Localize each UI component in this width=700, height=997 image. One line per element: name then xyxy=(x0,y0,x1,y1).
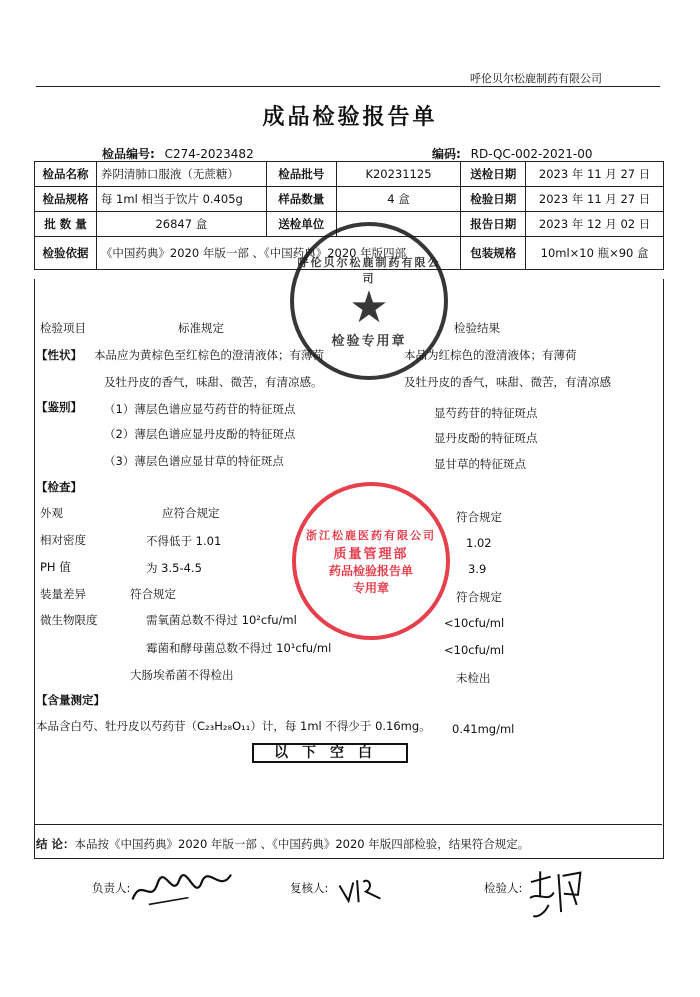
black-stamp-center-text: 检验专用章 xyxy=(331,333,407,349)
basis-value: 《中国药典》2020 年版一部 、《中国药典》2020 年版四部 xyxy=(96,237,460,270)
column-item: 检验项目 xyxy=(40,321,86,335)
identification-result-1: 显芍药苷的特征斑点 xyxy=(434,406,538,420)
column-standard: 标准规定 xyxy=(178,321,224,335)
inspection-standard-6: 霉菌和酵母菌总数不得过 10¹cfu/ml xyxy=(146,641,332,655)
black-inspection-stamp xyxy=(290,222,448,380)
inspection-item-4: 装量差异 xyxy=(40,587,86,601)
sample-number xyxy=(102,145,254,162)
batch-no-value: K20231125 xyxy=(336,162,461,187)
identification-standard-3: （3）薄层色谱应显甘草的特征斑点 xyxy=(104,454,284,468)
company-name: 呼伦贝尔松鹿制药有限公司 xyxy=(470,72,602,85)
responsible-signature xyxy=(127,864,240,918)
report-date-value: 2023 年 12 月 02 日 xyxy=(526,212,664,237)
character-label: 【性状】 xyxy=(36,348,82,362)
inspection-standard-3: 为 3.5-4.5 xyxy=(146,561,202,575)
product-name-label: 检品名称 xyxy=(35,162,97,187)
assay-result: 0.41mg/ml xyxy=(452,722,515,736)
inspection-result-7: 未检出 xyxy=(456,671,491,685)
page-title: 成品检验报告单 xyxy=(262,105,438,130)
sample-qty-label: 样品数量 xyxy=(266,187,336,212)
batch-no-label: 检品批号 xyxy=(266,162,336,187)
inspection-result-6: <10cfu/ml xyxy=(444,643,505,657)
test-date-value: 2023 年 11 月 27 日 xyxy=(526,187,664,212)
inspection-standard-7: 大肠埃希菌不得检出 xyxy=(130,668,234,682)
identification-result-3: 显甘草的特征斑点 xyxy=(434,457,526,471)
inspection-result-5: <10cfu/ml xyxy=(444,616,505,630)
identification-result-2: 显丹皮酚的特征斑点 xyxy=(434,431,538,445)
red-stamp-center-1: 质量管理部 xyxy=(333,546,409,562)
identification-label: 【鉴别】 xyxy=(36,400,82,414)
inspection-item-5: 微生物限度 xyxy=(40,613,98,627)
spec-value: 每 1ml 相当于饮片 0.405g xyxy=(96,187,266,212)
end-blank-mark: 以下空白 xyxy=(252,743,408,763)
star-icon: ★ xyxy=(349,281,389,333)
conclusion-text: 本品按《中国药典》2020 年版一部 、《中国药典》2020 年版四部检验，结果符合规定。 xyxy=(74,837,530,851)
inspector-signature xyxy=(524,864,598,929)
inspection-result-3: 3.9 xyxy=(468,562,487,576)
assay-standard: 本品含白芍、牡丹皮以芍药苷（C₂₃H₂₈O₁₁）计，每 1ml 不得少于 0.16mg。 xyxy=(36,719,431,733)
test-date-label: 检验日期 xyxy=(461,187,526,212)
inspection-result-1: 符合规定 xyxy=(456,510,502,524)
red-quality-stamp xyxy=(292,482,450,640)
assay-label: 【含量测定】 xyxy=(36,693,105,707)
red-stamp-center-3: 专用章 xyxy=(352,580,389,595)
inspection-standard-5: 需氧菌总数不得过 10²cfu/ml xyxy=(146,613,297,627)
batch-qty-label: 批 数 量 xyxy=(35,212,97,237)
character-result-2: 及牡丹皮的香气，味甜、微苦，有清凉感 xyxy=(404,375,611,389)
basis-label: 检验依据 xyxy=(35,237,97,270)
product-name-value: 养阴清肺口服液（无蔗糖） xyxy=(96,162,266,187)
inspector-label: 检验人: xyxy=(484,881,523,895)
identification-standard-1: （1）薄层色谱应显芍药苷的特征斑点 xyxy=(104,402,296,416)
character-standard-2: 及牡丹皮的香气，味甜、微苦，有清凉感。 xyxy=(104,375,323,389)
inspection-label: 【检查】 xyxy=(36,480,82,494)
sample-qty-value: 4 盒 xyxy=(336,187,461,212)
inspection-item-1: 外观 xyxy=(40,506,63,520)
pack-label: 包装规格 xyxy=(461,237,526,270)
document-code-label: 编码: xyxy=(432,147,461,161)
inspection-standard-4: 符合规定 xyxy=(130,587,176,601)
send-date-label: 送检日期 xyxy=(461,162,526,187)
inspection-standard-2: 不得低于 1.01 xyxy=(146,534,222,548)
spec-label: 检品规格 xyxy=(35,187,97,212)
character-result-1: 本品为红棕色的澄清液体；有薄荷 xyxy=(404,348,577,362)
inspection-standard-1: 应符合规定 xyxy=(162,506,220,520)
batch-qty-value: 26847 盒 xyxy=(96,212,266,237)
sender-label: 送检单位 xyxy=(266,212,336,237)
reviewer-label: 复核人: xyxy=(290,881,329,895)
inspection-result-2: 1.02 xyxy=(466,536,492,550)
black-stamp-ring-text: 呼伦贝尔松鹿制药有限公司 xyxy=(297,255,441,285)
conclusion-label: 结 论： xyxy=(36,837,75,851)
character-standard-1: 本品应为黄棕色至红棕色的澄清液体；有薄荷 xyxy=(94,348,324,362)
inspection-result-4: 符合规定 xyxy=(456,590,502,604)
conclusion xyxy=(36,836,529,852)
responsible-label: 负责人: xyxy=(92,881,131,895)
reviewer-signature xyxy=(335,872,388,913)
pack-value: 10ml×10 瓶×90 盒 xyxy=(526,237,664,270)
red-stamp-ring-text: 浙江松鹿医药有限公司 xyxy=(306,528,436,542)
document-code-value: RD-QC-002-2021-00 xyxy=(470,147,593,161)
document-code xyxy=(432,145,593,162)
sample-number-value: C274-2023482 xyxy=(164,147,254,161)
inspection-item-2: 相对密度 xyxy=(40,533,86,547)
inspection-item-3: PH 值 xyxy=(40,560,71,574)
red-stamp-center-2: 药品检验报告单 xyxy=(328,563,413,578)
conclusion-divider xyxy=(34,824,662,825)
report-date-label: 报告日期 xyxy=(461,212,526,237)
identification-standard-2: （2）薄层色谱应显丹皮酚的特征斑点 xyxy=(104,427,296,441)
send-date-value: 2023 年 11 月 27 日 xyxy=(526,162,664,187)
sample-number-label: 检品编号: xyxy=(102,147,155,161)
header-rule xyxy=(36,86,660,87)
column-result: 检验结果 xyxy=(454,321,500,335)
